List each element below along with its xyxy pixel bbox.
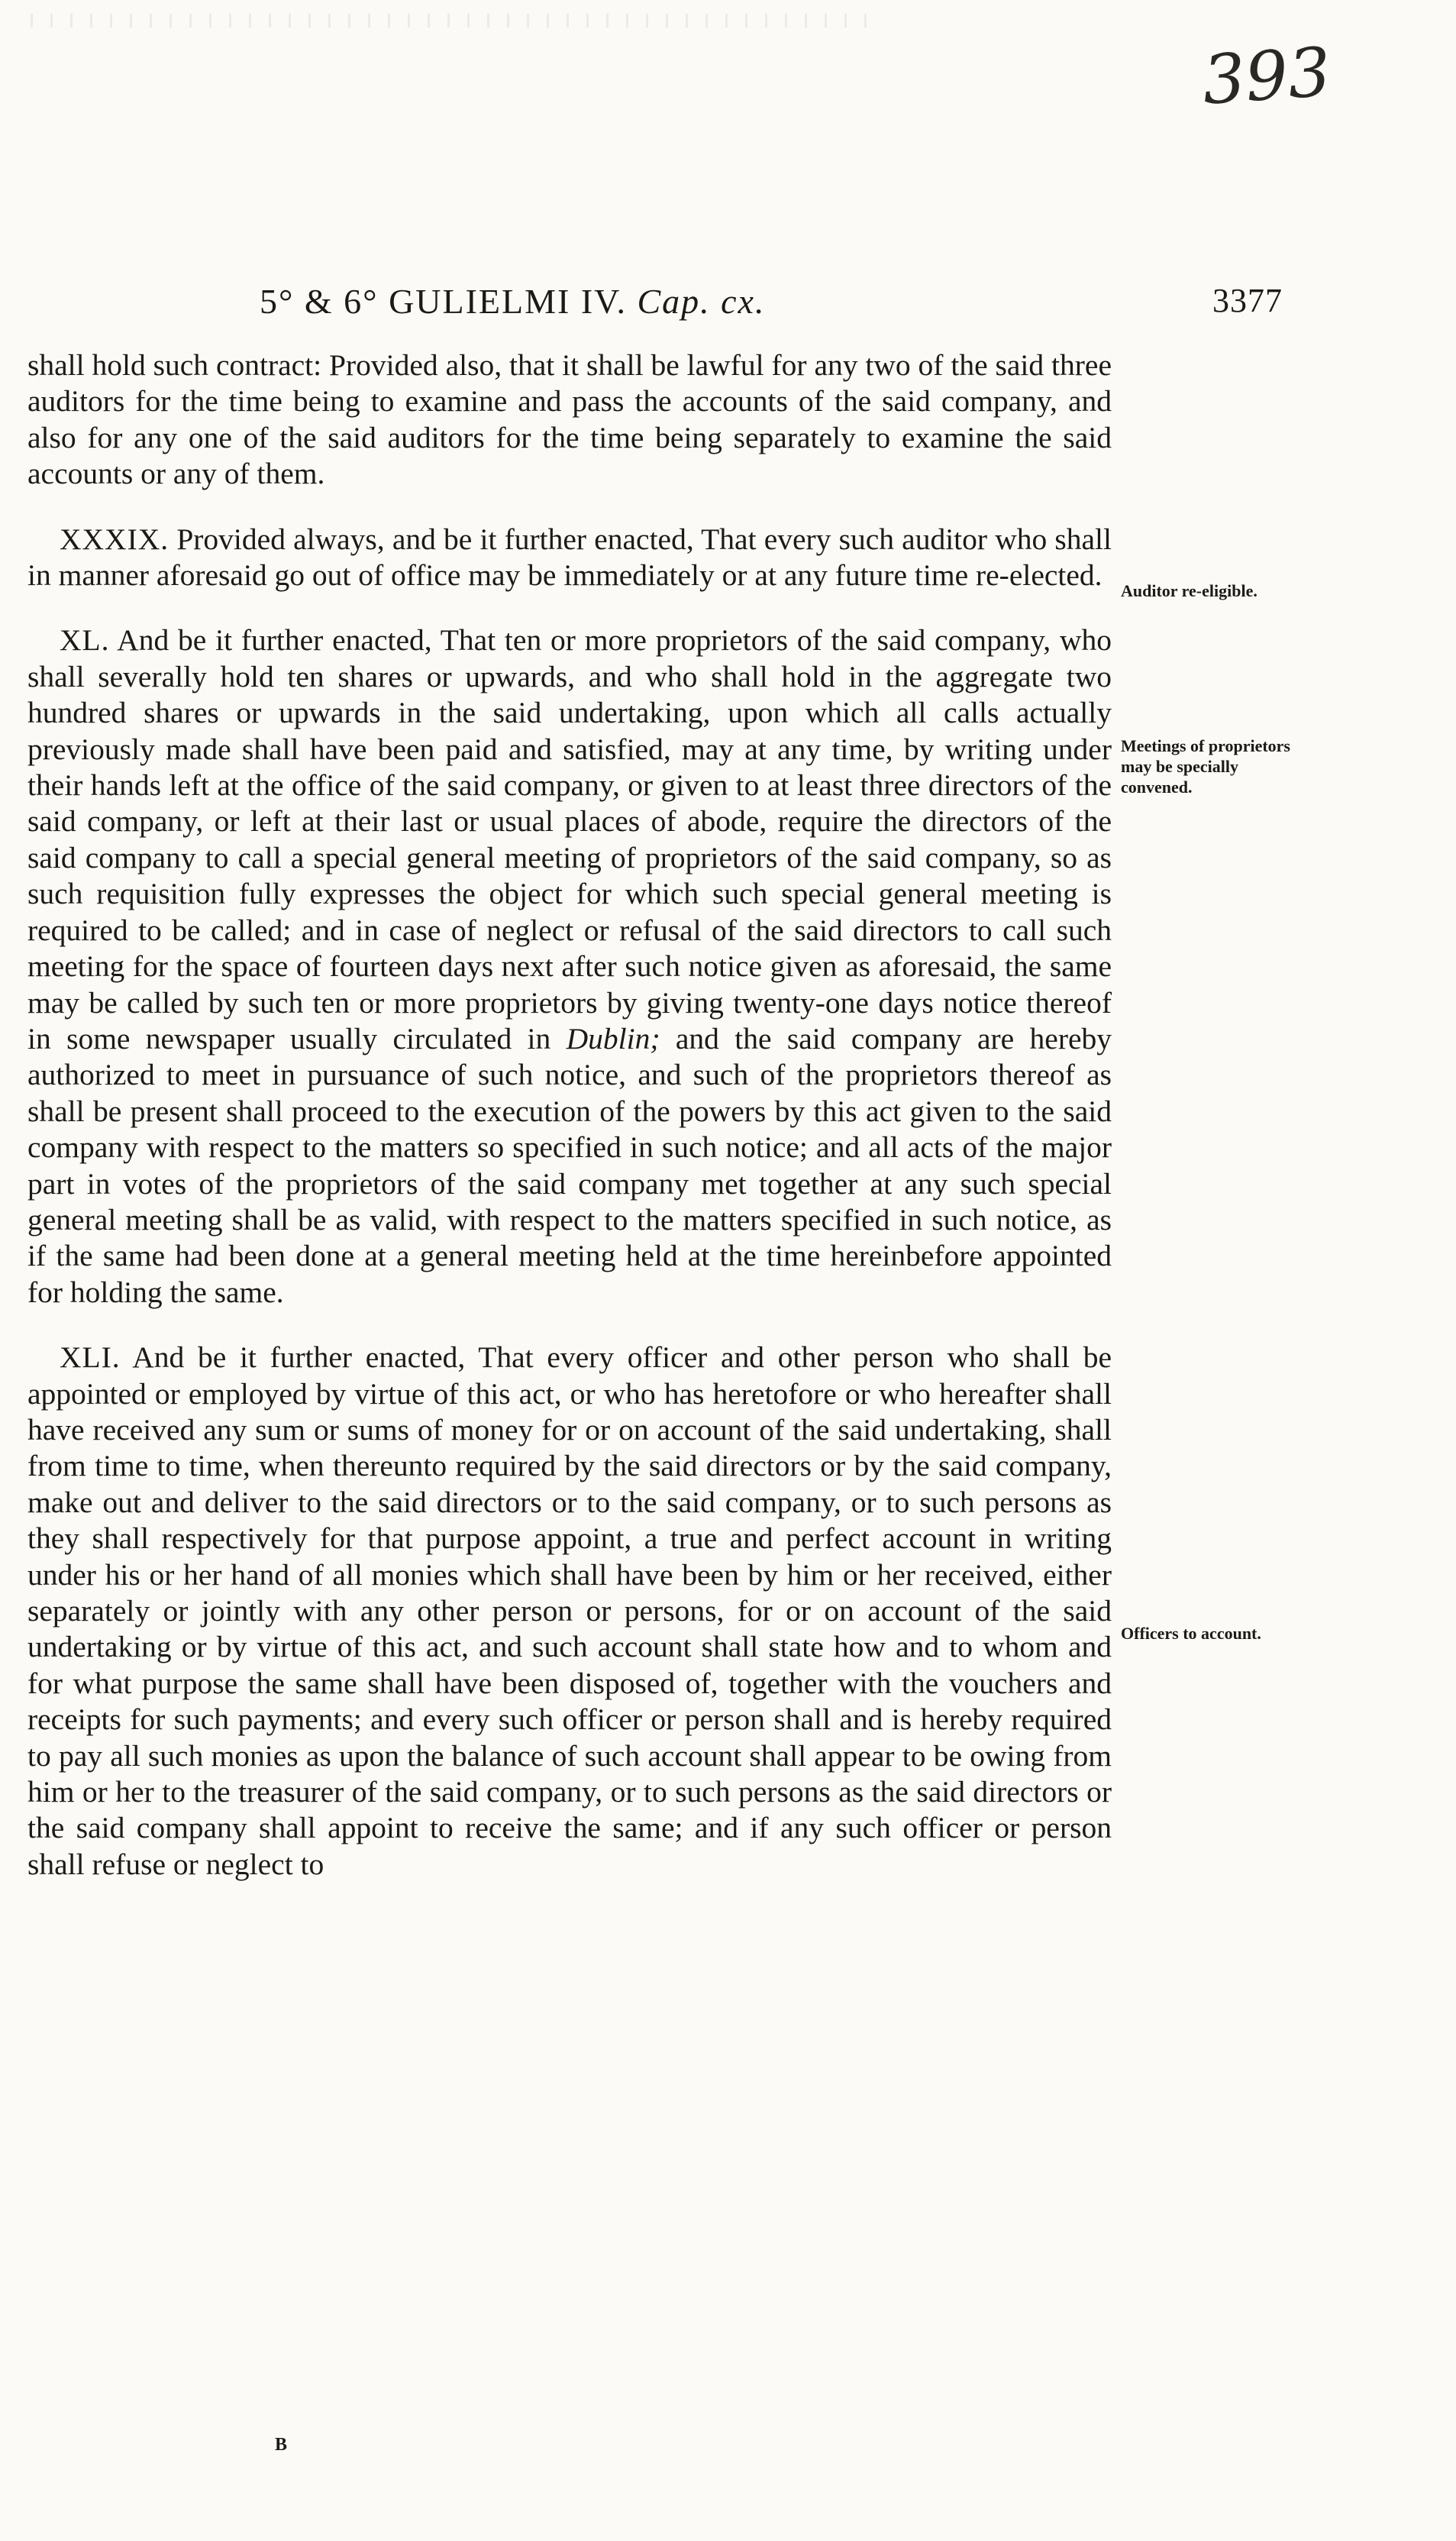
print-specks — [31, 14, 870, 27]
section-40 — [27, 622, 1112, 1311]
section-number: XLI. — [60, 1340, 121, 1375]
section-41 — [27, 1340, 1112, 1883]
section-number: XXXIX. — [60, 522, 169, 556]
section-39 — [27, 522, 1112, 594]
continuation-paragraph: shall hold such contract: Provided also, that it shall be lawful for any two of the said three auditors for the time being to examine and pass the accounts of the said company, and also for any one of the said auditors for the time being separately to examine the said accounts or any of them. — [27, 348, 1112, 491]
body-text — [27, 348, 1112, 1883]
running-head-chapter: Cap. cx. — [637, 282, 766, 321]
margin-note-auditor: Auditor re-eligible. — [1121, 581, 1257, 600]
running-head-title — [260, 281, 765, 322]
running-head — [260, 281, 1283, 327]
section-number: XL. — [60, 623, 110, 658]
margin-note-officers: Officers to account. — [1121, 1624, 1261, 1643]
section-text: Provided always, and be it further enacted, That every such auditor who shall in manner aforesaid go out of office may be immediately or at any future time re-elected. — [27, 522, 1112, 593]
handwritten-folio-number: 393 — [1199, 32, 1334, 120]
section-text: And be it further enacted, That every officer and other person who shall be appointed or employed by virtue of this act, or who has heretofore or who hereafter shall have received any sum or sums of money for or on account of the said undertaking, shall from time to time, when thereunto required by the said directors or by the said company, make out and deliver to the said directors or to the said company, or to such persons as they shall respectively for that purpose appoint, a true and perfect account in writing under his or her hand of all monies which shall have been by him or her received, either separately or jointly with any other person or persons, for or on account of the said undertaking or by virtue of this act, and such account shall state how and to whom and for what purpose the same shall have been disposed of, together with the vouchers and receipts for such payments; and every such officer or person shall and is hereby required to pay all such monies as upon the balance of such account shall appear to be owing from him or her to the treasurer of the said company, or to such persons as the said directors or the said company shall appoint to receive the same; and if any such officer or person shall refuse or neglect to — [27, 1340, 1112, 1881]
section-text: And be it further enacted, That ten or more proprietors of the said company, who shall severally hold ten shares or upwards, and who shall hold in the aggregate two hundred shares or upwards in the said undertaking, upon which all calls actually previously made shall have been paid and satisfied, may at any time, by writing under their hands left at the office of the said company, or given to at least three directors of the said company, or left at their last or usual places of abode, require the directors of the said company to call a special general meeting of proprietors of the said company, so as such requisition fully expresses the object for which such special general meeting is required to be called; and in case of neglect or refusal of the said directors to call such meeting for the space of fourteen days next after such notice given as aforesaid, the same may be called by such ten or more proprietors by giving twenty-one days notice thereof in some newspaper usually circulated in — [27, 623, 1112, 1056]
section-text-continued: and the said company are hereby authorized to meet in pursuance of such notice, and such of the proprietors thereof as shall be present shall proceed to the execution of the powers by this act given to the said company with respect to the matters so specified in such notice; and all acts of the major part in votes of the proprietors of the said company met together at any such special general meeting shall be as valid, with respect to the matters specified in such notice, as if the same had been done at a general meeting held at the time hereinbefore appointed for holding the same. — [27, 1021, 1112, 1309]
running-head-regnal: 5° & 6° GULIELMI IV. — [260, 282, 627, 321]
page-number: 3377 — [1212, 282, 1283, 319]
place-name: Dublin; — [566, 1021, 660, 1056]
signature-mark: B — [275, 2435, 288, 2455]
margin-note-meetings: Meetings of proprietors may be specially convened. — [1121, 736, 1290, 797]
